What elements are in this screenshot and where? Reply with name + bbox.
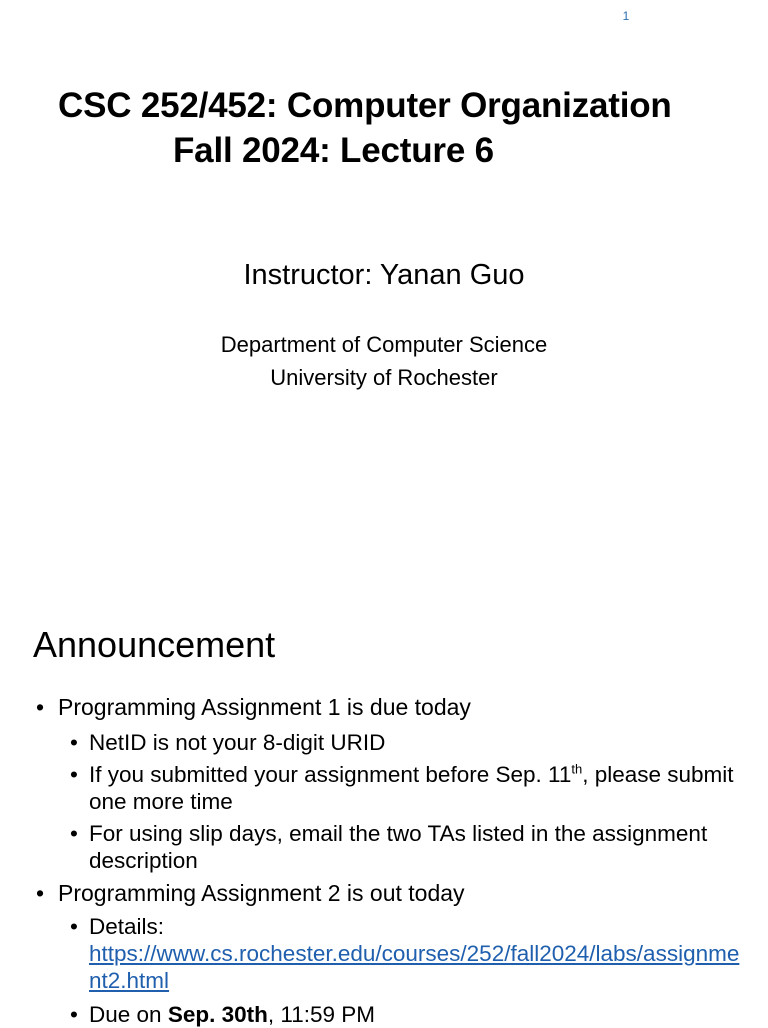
- bullet-icon: •: [70, 821, 78, 846]
- sub-bullet-text: For using slip days, email the two TAs listed in the assignment description: [89, 821, 708, 873]
- title-line-1: CSC 252/452: Computer Organization: [58, 86, 672, 125]
- bullet-text: Programming Assignment 1 is due today: [58, 694, 471, 720]
- due-date: Sep. 30th: [167, 1002, 268, 1027]
- announcement-heading: Announcement: [33, 624, 276, 665]
- sub-bullet-text: [89, 913, 750, 994]
- sub-bullet-text-part: Due on: [89, 1002, 168, 1027]
- sub-bullet-item: [70, 820, 750, 874]
- bullet-item: [36, 694, 471, 721]
- sub-bullet-text-part: , 11:59 PM: [267, 1002, 375, 1027]
- bullet-icon: •: [70, 762, 78, 787]
- bullet-icon: •: [70, 914, 78, 939]
- sub-bullet-text-part: , please submit one more time: [89, 762, 734, 814]
- assignment-link-text[interactable]: https://www.cs.rochester.edu/courses/252/fall2024/labs/assignment2.html: [89, 941, 740, 993]
- title-line-2: Fall 2024: Lecture 6: [173, 131, 494, 170]
- sub-bullet-item: [70, 761, 750, 815]
- sub-bullet-item: [70, 729, 750, 756]
- instructor: Instructor: Yanan Guo: [243, 259, 525, 291]
- sub-bullet-text: [89, 761, 750, 815]
- bullet-icon: •: [70, 1002, 78, 1027]
- page-number: 1: [622, 9, 630, 23]
- sub-bullet-text: NetID is not your 8-digit URID: [89, 730, 386, 755]
- bullet-text: Programming Assignment 2 is out today: [58, 880, 465, 906]
- sub-bullet-text-part: If you submitted your assignment before Sep. 11: [89, 762, 572, 787]
- bullet-icon: •: [70, 730, 78, 755]
- assignment-link[interactable]: [89, 941, 739, 993]
- superscript: th: [571, 761, 583, 777]
- department: Department of Computer Science: [220, 332, 548, 357]
- university: University of Rochester: [270, 365, 498, 390]
- bullet-icon: •: [36, 694, 45, 720]
- sub-bullet-item: [70, 913, 750, 994]
- details-label: Details:: [89, 914, 165, 939]
- bullet-icon: •: [36, 880, 45, 906]
- bullet-item: [36, 880, 465, 907]
